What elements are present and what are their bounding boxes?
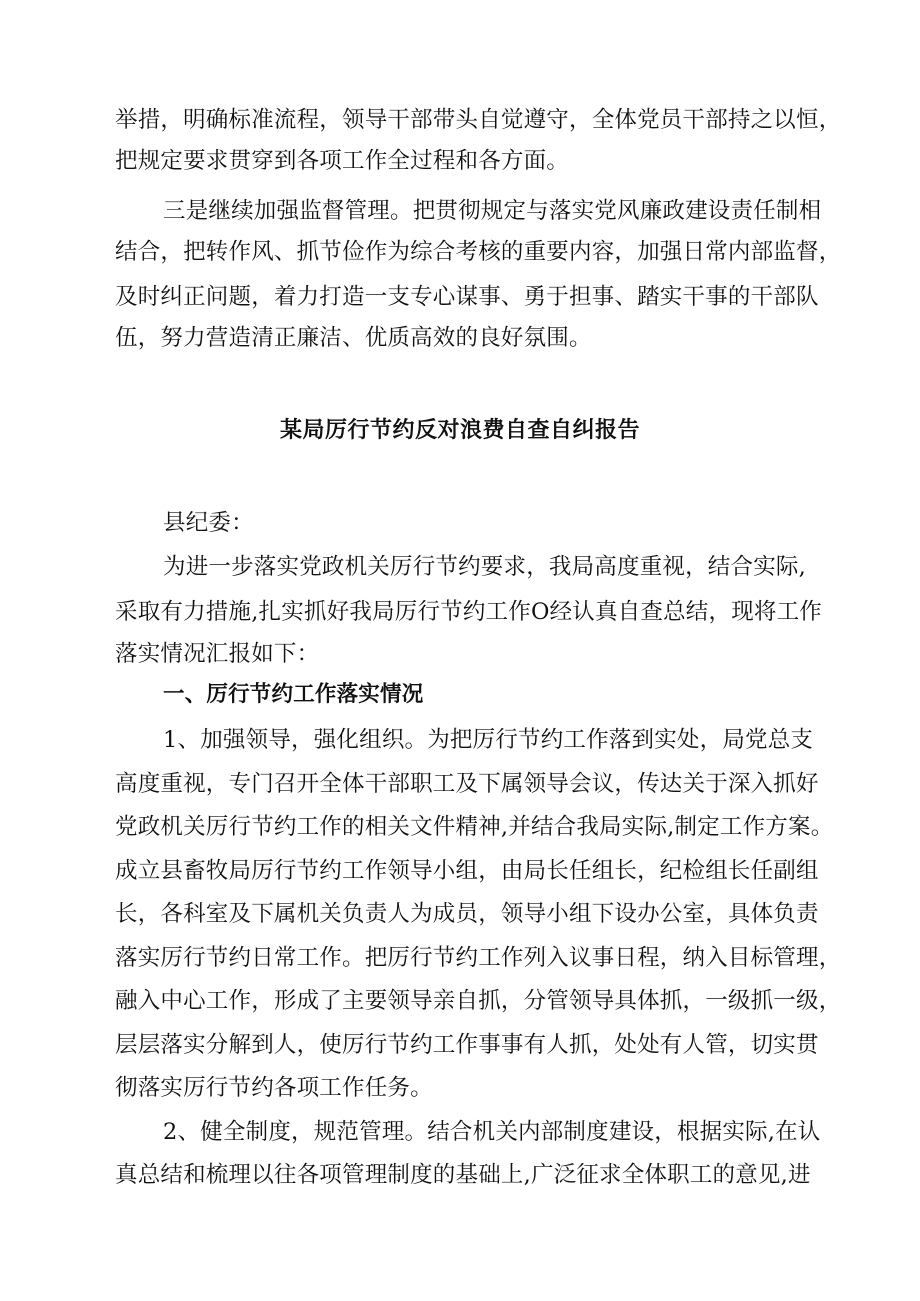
paragraph-line: 成立县畜牧局厉行节约工作领导小组，由局长任组长，纪检组长任副组 <box>115 858 819 884</box>
paragraph-line: 落实情况汇报如下： <box>115 641 320 667</box>
paragraph-line: 伍，努力营造清正廉洁、优质高效的良好氛围。 <box>115 325 592 351</box>
paragraph-line: 真总结和梳理以往各项管理制度的基础上,广泛征求全体职工的意见,进 <box>115 1162 811 1188</box>
paragraph-line: 三是继续加强监督管理。把贯彻规定与落实党风廉政建设责任制相 <box>163 198 822 224</box>
paragraph-line: 为进一步落实党政机关厉行节约要求，我局高度重视，结合实际, <box>163 554 806 580</box>
report-title: 某局厉行节约反对浪费自查自纠报告 <box>279 418 640 443</box>
paragraph-line: 及时纠正问题，着力打造一支专心谋事、勇于担事、踏实干事的干部队 <box>115 284 819 310</box>
paragraph-line: 采取有力措施,扎实抓好我局厉行节约工作O经认真自查总结，现将工作 <box>115 599 822 625</box>
section-heading: 一、厉行节约工作落实情况 <box>163 682 424 707</box>
paragraph-line: 举措，明确标准流程，领导干部带头自觉遵守，全体党员干部持之以恒， <box>115 107 842 133</box>
paragraph-line: 落实厉行节约日常工作。把厉行节约工作列入议事日程，纳入目标管理， <box>115 945 842 971</box>
paragraph-line: 党政机关厉行节约工作的相关文件精神,并结合我局实际,制定工作方案。 <box>115 814 834 840</box>
paragraph-line: 融入中心工作，形成了主要领导亲自抓，分管领导具体抓，一级抓一级， <box>115 988 842 1014</box>
paragraph-line: 层层落实分解到人，使厉行节约工作事事有人抓，处处有人管，切实贯 <box>115 1032 819 1058</box>
paragraph-line: 1、加强领导，强化组织。为把厉行节约工作落到实处，局党总支 <box>163 727 814 753</box>
paragraph-line: 高度重视，专门召开全体干部职工及下属领导会议，传达关于深入抓好 <box>115 771 819 797</box>
paragraph-line: 彻落实厉行节约各项工作任务。 <box>115 1075 433 1101</box>
paragraph-line: 长，各科室及下属机关负责人为成员，领导小组下设办公室，具体负责 <box>115 901 819 927</box>
paragraph-line: 结合，把转作风、抓节俭作为综合考核的重要内容，加强日常内部监督， <box>115 239 842 265</box>
paragraph-line: 把规定要求贯穿到各项工作全过程和各方面。 <box>115 148 570 174</box>
paragraph-line: 2、健全制度，规范管理。结合机关内部制度建设，根据实际,在认 <box>163 1119 821 1145</box>
salutation: 县纪委： <box>163 510 254 536</box>
